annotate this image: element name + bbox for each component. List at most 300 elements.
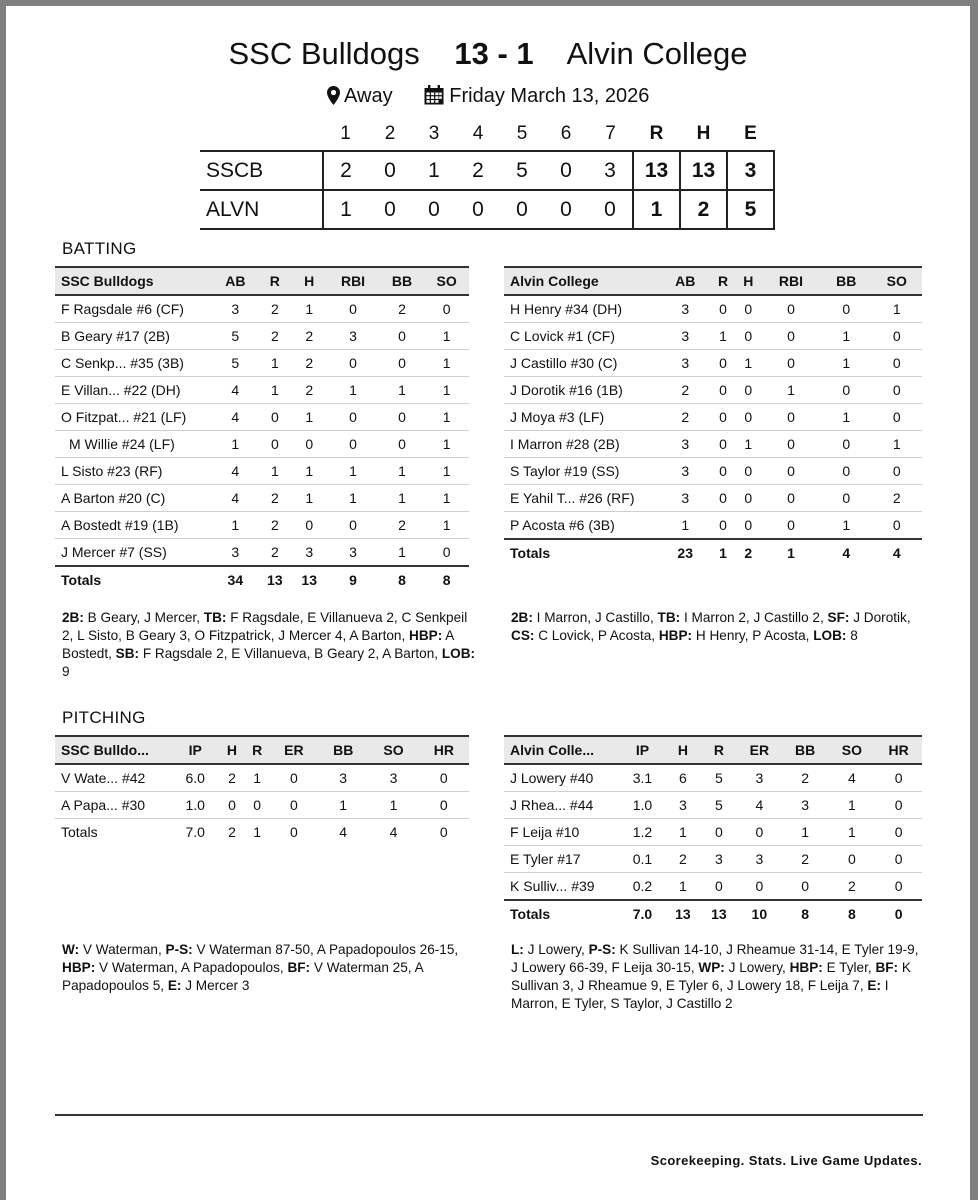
stat-cell: 4 — [213, 458, 258, 485]
stat-cell: 0 — [258, 404, 292, 431]
stat-cell: 0 — [270, 792, 318, 819]
note-text: A Bostedt, — [62, 628, 454, 661]
stat-cell: 0 — [821, 458, 871, 485]
batting-col-header: H — [292, 267, 326, 295]
batting-table-home — [55, 266, 469, 593]
note-label: TB: — [203, 610, 227, 625]
batting-col-header: BB — [821, 267, 871, 295]
batting-row — [504, 485, 922, 512]
note-text: I Marron 2, J Castillo 2, — [680, 610, 828, 625]
note-text: J Lowery, — [724, 960, 790, 975]
totals-label: Totals — [504, 900, 620, 927]
batting-header-row — [504, 267, 922, 295]
stat-cell: 0 — [829, 846, 876, 873]
stat-cell: 5 — [701, 792, 737, 819]
stat-cell: 0 — [871, 323, 922, 350]
stat-cell: 0 — [710, 458, 735, 485]
linescore-col-header: 7 — [605, 123, 616, 144]
stat-cell: 1 — [326, 458, 379, 485]
stat-cell: 0 — [821, 431, 871, 458]
stat-cell: 1 — [424, 323, 469, 350]
note-label: W: — [62, 942, 80, 957]
stat-cell: 3 — [782, 792, 829, 819]
note-text: V Waterman 87-50, A Papadopoulos 26-15, — [192, 942, 459, 957]
pitching-row — [504, 764, 922, 792]
linescore-cell: 2 — [323, 151, 368, 190]
note-label: SF: — [827, 610, 850, 625]
total-cell: 0 — [875, 900, 922, 927]
batting-col-header: SO — [424, 267, 469, 295]
stat-cell: 0 — [761, 458, 821, 485]
pitching-row — [55, 792, 469, 819]
pitching-col-header: BB — [318, 736, 368, 764]
batter-name: L Sisto #23 (RF) — [55, 458, 213, 485]
away-team-name: Alvin College — [566, 36, 748, 71]
stat-cell: 0 — [326, 404, 379, 431]
pitching-col-header: BB — [782, 736, 829, 764]
stat-cell: 6 — [665, 764, 701, 792]
batting-row — [504, 431, 922, 458]
page — [6, 6, 970, 1200]
pitching-notes-away — [511, 941, 925, 1013]
stat-cell: 1 — [424, 458, 469, 485]
batting-row — [504, 377, 922, 404]
stat-cell: 3 — [213, 539, 258, 567]
stat-cell: 1 — [380, 485, 425, 512]
note-label: P-S: — [165, 942, 193, 957]
stat-cell: 0 — [326, 350, 379, 377]
pitching-row — [504, 819, 922, 846]
pitching-col-header: R — [701, 736, 737, 764]
stat-cell: 0.2 — [620, 873, 665, 901]
note-text: B Geary, J Mercer, — [83, 610, 204, 625]
stat-cell: 1 — [424, 404, 469, 431]
stat-cell: 1 — [368, 792, 418, 819]
linescore-cell: 0 — [368, 190, 412, 229]
total-cell: 1 — [245, 819, 270, 846]
note-text: C Lovick, P Acosta, — [534, 628, 659, 643]
batter-name: F Ragsdale #6 (CF) — [55, 295, 213, 323]
stat-cell: 3 — [737, 846, 782, 873]
note-label: HBP: — [62, 960, 96, 975]
pitcher-name: J Rhea... #44 — [504, 792, 620, 819]
total-cell: 0 — [419, 819, 469, 846]
stat-cell: 0 — [782, 873, 829, 901]
totals-label: Totals — [55, 566, 213, 593]
batting-totals-row — [55, 566, 469, 593]
note-text: F Ragsdale, E Villanueva 2, C Senkpeil 2, L Sisto, B Geary 3, O Fitzpatrick, J Mercer 4, A Barton, — [62, 610, 468, 643]
stat-cell: 2 — [782, 764, 829, 792]
stat-cell: 1.0 — [171, 792, 219, 819]
stat-cell: 0 — [871, 404, 922, 431]
batting-header-row — [55, 267, 469, 295]
game-info — [6, 85, 970, 108]
pitching-col-header: IP — [620, 736, 665, 764]
totals-label: Totals — [504, 539, 660, 566]
pitching-team-header: SSC Bulldo... — [55, 736, 171, 764]
batter-name: O Fitzpat... #21 (LF) — [55, 404, 213, 431]
stat-cell: 0.1 — [620, 846, 665, 873]
batting-section-title: BATTING — [62, 239, 137, 258]
pitching-team-header: Alvin Colle... — [504, 736, 620, 764]
pitcher-name: J Lowery #40 — [504, 764, 620, 792]
linescore-errors: 3 — [727, 151, 774, 190]
stat-cell: 2 — [782, 846, 829, 873]
batting-team-header: Alvin College — [504, 267, 660, 295]
batter-name: C Senkp... #35 (3B) — [55, 350, 213, 377]
batting-notes-home — [62, 609, 476, 681]
linescore-cell: 0 — [544, 151, 588, 190]
stat-cell: 1 — [871, 431, 922, 458]
note-text: E Tyler, — [822, 960, 876, 975]
stat-cell: 0 — [736, 295, 761, 323]
batter-name: E Yahil T... #26 (RF) — [504, 485, 660, 512]
stat-cell: 0 — [736, 458, 761, 485]
batting-team-header: SSC Bulldogs — [55, 267, 213, 295]
linescore-cell: 5 — [500, 151, 544, 190]
batting-col-header: AB — [660, 267, 710, 295]
stat-cell: 1 — [782, 819, 829, 846]
stat-cell: 0 — [419, 792, 469, 819]
linescore-runs: 1 — [633, 190, 680, 229]
footer-divider — [55, 1114, 923, 1116]
total-cell: 8 — [424, 566, 469, 593]
stat-cell: 0 — [736, 377, 761, 404]
note-label: L: — [511, 942, 524, 957]
stat-cell: 1 — [424, 431, 469, 458]
note-label: BF: — [875, 960, 899, 975]
stat-cell: 1 — [829, 819, 876, 846]
pitching-notes-home — [62, 941, 476, 995]
stat-cell: 0 — [380, 350, 425, 377]
stat-cell: 1 — [292, 458, 326, 485]
stat-cell: 0 — [270, 764, 318, 792]
total-cell: 13 — [258, 566, 292, 593]
stat-cell: 0 — [871, 377, 922, 404]
stat-cell: 0 — [292, 431, 326, 458]
linescore-row-alvn — [200, 190, 774, 229]
pitching-col-header: H — [665, 736, 701, 764]
stat-cell: 1 — [424, 350, 469, 377]
note-label: TB: — [657, 610, 681, 625]
linescore-col-header: 2 — [384, 123, 396, 144]
stat-cell: 1 — [821, 350, 871, 377]
total-cell: 8 — [782, 900, 829, 927]
stat-cell: 0 — [326, 512, 379, 539]
stat-cell: 0 — [424, 295, 469, 323]
batting-row — [55, 485, 469, 512]
stat-cell: 0 — [424, 539, 469, 567]
stat-cell: 0 — [737, 873, 782, 901]
pitching-col-header: ER — [737, 736, 782, 764]
total-cell: 13 — [292, 566, 326, 593]
stat-cell: 1 — [213, 512, 258, 539]
linescore-cell: 0 — [500, 190, 544, 229]
stat-cell: 0 — [761, 404, 821, 431]
stat-cell: 6.0 — [171, 764, 219, 792]
batting-row — [55, 350, 469, 377]
stat-cell: 3 — [701, 846, 737, 873]
totals-label: Totals — [55, 819, 171, 846]
total-cell: 8 — [829, 900, 876, 927]
note-text: J Mercer 3 — [181, 978, 250, 993]
batting-row — [504, 295, 922, 323]
stat-cell: 0 — [761, 295, 821, 323]
stat-cell: 1 — [821, 404, 871, 431]
stat-cell: 1.2 — [620, 819, 665, 846]
stat-cell: 0 — [701, 819, 737, 846]
stat-cell: 1 — [258, 350, 292, 377]
linescore-cell: 0 — [544, 190, 588, 229]
stat-cell: 2 — [258, 512, 292, 539]
linescore-table — [200, 118, 775, 230]
total-cell: 4 — [318, 819, 368, 846]
stat-cell: 4 — [829, 764, 876, 792]
stat-cell: 1 — [736, 431, 761, 458]
stat-cell: 0 — [419, 764, 469, 792]
stat-cell: 1 — [318, 792, 368, 819]
stat-cell: 1 — [710, 323, 735, 350]
game-date: Friday March 13, 2026 — [449, 85, 650, 107]
note-label: CS: — [511, 628, 535, 643]
note-text: V Waterman 25, A Papadopoulos 5, — [62, 960, 423, 993]
stat-cell: 1 — [213, 431, 258, 458]
stat-cell: 1 — [380, 377, 425, 404]
stat-cell: 1 — [245, 764, 270, 792]
batting-row — [55, 512, 469, 539]
stat-cell: 3 — [660, 458, 710, 485]
stat-cell: 2 — [258, 485, 292, 512]
batter-name: J Dorotik #16 (1B) — [504, 377, 660, 404]
pitching-totals-row — [55, 819, 469, 846]
stat-cell: 1 — [424, 512, 469, 539]
stat-cell: 1 — [424, 377, 469, 404]
batting-col-header: R — [258, 267, 292, 295]
stat-cell: 0 — [736, 512, 761, 540]
stat-cell: 0 — [821, 485, 871, 512]
batting-row — [504, 350, 922, 377]
stat-cell: 0 — [871, 512, 922, 540]
pitcher-name: E Tyler #17 — [504, 846, 620, 873]
note-label: HBP: — [409, 628, 443, 643]
stat-cell: 5 — [701, 764, 737, 792]
stat-cell: 4 — [213, 377, 258, 404]
stat-cell: 2 — [258, 323, 292, 350]
batting-row — [504, 512, 922, 540]
pitching-table-away — [504, 735, 922, 927]
stat-cell: 1 — [821, 323, 871, 350]
batter-name: C Lovick #1 (CF) — [504, 323, 660, 350]
stat-cell: 3 — [326, 323, 379, 350]
pitcher-name: F Leija #10 — [504, 819, 620, 846]
stat-cell: 4 — [213, 404, 258, 431]
linescore-cell: 3 — [588, 151, 633, 190]
stat-cell: 0 — [326, 295, 379, 323]
stat-cell: 0 — [736, 485, 761, 512]
stat-cell: 1 — [292, 404, 326, 431]
pitching-col-header: H — [219, 736, 244, 764]
stat-cell: 1 — [736, 350, 761, 377]
batting-col-header: H — [736, 267, 761, 295]
stat-cell: 1 — [821, 512, 871, 540]
stat-cell: 5 — [213, 350, 258, 377]
note-text: H Henry, P Acosta, — [692, 628, 814, 643]
stat-cell: 0 — [219, 792, 244, 819]
stat-cell: 2 — [871, 485, 922, 512]
note-text: J Lowery, — [523, 942, 589, 957]
stat-cell: 0 — [761, 485, 821, 512]
total-cell: 9 — [326, 566, 379, 593]
stat-cell: 2 — [292, 323, 326, 350]
pitching-col-header: ER — [270, 736, 318, 764]
batting-totals-row — [504, 539, 922, 566]
pitching-col-header: IP — [171, 736, 219, 764]
stat-cell: 2 — [380, 512, 425, 539]
pitching-col-header: HR — [875, 736, 922, 764]
total-cell: 13 — [701, 900, 737, 927]
stat-cell: 3 — [737, 764, 782, 792]
linescore-runs: 13 — [633, 151, 680, 190]
stat-cell: 2 — [292, 377, 326, 404]
linescore-hits: 2 — [680, 190, 727, 229]
note-label: LOB: — [441, 646, 476, 661]
stat-cell: 0 — [871, 350, 922, 377]
stat-cell: 0 — [761, 323, 821, 350]
total-cell: 0 — [270, 819, 318, 846]
pitching-header-row — [55, 736, 469, 764]
stat-cell: 5 — [213, 323, 258, 350]
linescore-col-header: R — [649, 123, 664, 144]
stat-cell: 0 — [875, 846, 922, 873]
linescore-col-header: 6 — [560, 123, 572, 144]
stat-cell: 0 — [710, 350, 735, 377]
stat-cell: 2 — [665, 846, 701, 873]
stat-cell: 1 — [424, 485, 469, 512]
note-label: WP: — [698, 960, 725, 975]
stat-cell: 0 — [821, 377, 871, 404]
stat-cell: 0 — [380, 404, 425, 431]
note-label: P-S: — [588, 942, 616, 957]
total-cell: 2 — [219, 819, 244, 846]
stat-cell: 0 — [710, 404, 735, 431]
linescore-col-header: 1 — [340, 123, 351, 144]
stat-cell: 1 — [380, 539, 425, 567]
pitcher-name: V Wate... #42 — [55, 764, 171, 792]
stat-cell: 1 — [292, 295, 326, 323]
pitching-totals-row — [504, 900, 922, 927]
note-text: F Ragsdale 2, E Villanueva, B Geary 2, A Barton, — [139, 646, 442, 661]
stat-cell: 0 — [875, 764, 922, 792]
total-cell: 4 — [368, 819, 418, 846]
stat-cell: 3.1 — [620, 764, 665, 792]
footer-tagline: Scorekeeping. Stats. Live Game Updates. — [650, 1153, 922, 1168]
batting-col-header: AB — [213, 267, 258, 295]
linescore-col-header: 5 — [516, 123, 528, 144]
total-cell: 4 — [871, 539, 922, 566]
stat-cell: 0 — [761, 431, 821, 458]
pitching-row — [504, 873, 922, 901]
batting-row — [55, 458, 469, 485]
batting-col-header: SO — [871, 267, 922, 295]
note-label: 2B: — [511, 610, 533, 625]
stat-cell: 1 — [761, 377, 821, 404]
stat-cell: 0 — [821, 295, 871, 323]
batting-row — [55, 377, 469, 404]
note-text: I Marron, J Castillo, — [532, 610, 658, 625]
stat-cell: 3 — [213, 295, 258, 323]
total-cell: 23 — [660, 539, 710, 566]
linescore-team: ALVN — [200, 190, 323, 229]
game-location: Away — [344, 85, 393, 107]
batting-row — [504, 404, 922, 431]
game-title — [6, 36, 970, 72]
stat-cell: 2 — [660, 404, 710, 431]
stat-cell: 2 — [258, 539, 292, 567]
stat-cell: 0 — [258, 431, 292, 458]
stat-cell: 1 — [665, 873, 701, 901]
batting-col-header: BB — [380, 267, 425, 295]
stat-cell: 0 — [710, 512, 735, 540]
note-text: V Waterman, — [79, 942, 166, 957]
stat-cell: 3 — [660, 295, 710, 323]
batter-name: B Geary #17 (2B) — [55, 323, 213, 350]
stat-cell: 1.0 — [620, 792, 665, 819]
note-text: J Dorotik, — [849, 610, 911, 625]
linescore-cell: 1 — [323, 190, 368, 229]
pitcher-name: K Sulliv... #39 — [504, 873, 620, 901]
total-cell: 1 — [710, 539, 735, 566]
stat-cell: 0 — [326, 431, 379, 458]
stat-cell: 1 — [292, 485, 326, 512]
pitching-section-title: PITCHING — [62, 708, 146, 727]
location-pin-icon — [327, 86, 340, 105]
stat-cell: 0 — [875, 792, 922, 819]
stat-cell: 3 — [318, 764, 368, 792]
stat-cell: 3 — [665, 792, 701, 819]
total-cell: 34 — [213, 566, 258, 593]
linescore-cell: 0 — [368, 151, 412, 190]
total-cell: 13 — [665, 900, 701, 927]
note-label: SB: — [115, 646, 140, 661]
total-cell: 8 — [380, 566, 425, 593]
stat-cell: 1 — [665, 819, 701, 846]
stat-cell: 0 — [875, 873, 922, 901]
linescore-hits: 13 — [680, 151, 727, 190]
stat-cell: 0 — [761, 512, 821, 540]
total-cell: 7.0 — [171, 819, 219, 846]
note-label: HBP: — [789, 960, 823, 975]
pitching-col-header: HR — [419, 736, 469, 764]
note-label: LOB: — [813, 628, 847, 643]
final-score: 13 - 1 — [454, 36, 534, 71]
batting-row — [504, 323, 922, 350]
linescore-errors: 5 — [727, 190, 774, 229]
batter-name: A Barton #20 (C) — [55, 485, 213, 512]
batter-name: I Marron #28 (2B) — [504, 431, 660, 458]
note-text: V Waterman, A Papadopoulos, — [95, 960, 288, 975]
note-text: I Marron, E Tyler, S Taylor, J Castillo 2 — [511, 978, 889, 1011]
batter-name: S Taylor #19 (SS) — [504, 458, 660, 485]
stat-cell: 0 — [761, 350, 821, 377]
batter-name: J Castillo #30 (C) — [504, 350, 660, 377]
batter-name: E Villan... #22 (DH) — [55, 377, 213, 404]
stat-cell: 0 — [710, 431, 735, 458]
pitching-row — [55, 764, 469, 792]
linescore-header-row — [200, 118, 774, 151]
batting-row — [55, 431, 469, 458]
stat-cell: 3 — [660, 485, 710, 512]
stat-cell: 1 — [660, 512, 710, 540]
